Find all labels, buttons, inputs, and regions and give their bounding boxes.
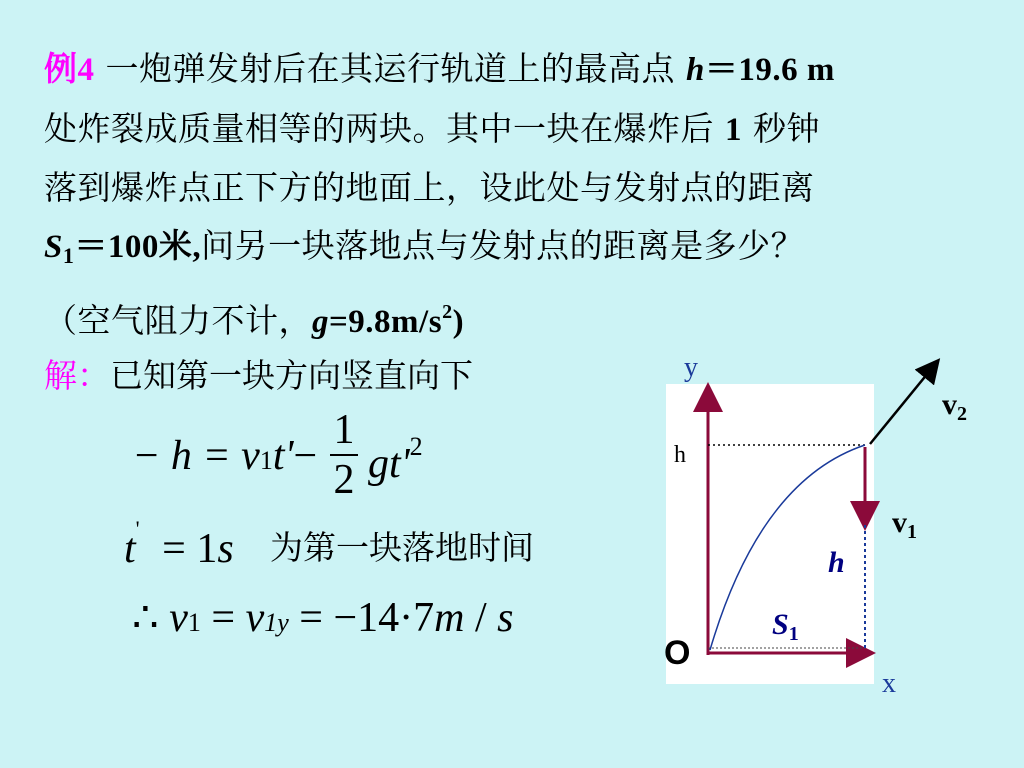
equation-2: t' = 1s (124, 516, 234, 572)
equation-1-tail: $gt'^2$ (368, 432, 423, 487)
problem-line-1: 例4 一炮弹发射后在其运行轨道上的最高点 h＝19.6 m (44, 49, 835, 88)
v2-label: $v_2$ (942, 388, 967, 425)
equation-1: − h = v1t'− (132, 433, 318, 479)
equation-2-note: 为第一块落地时间 (270, 528, 534, 567)
x-axis-label: x (882, 668, 896, 699)
solution-label: 解： (44, 356, 110, 395)
problem-line-3: 落到爆炸点正下方的地面上，设此处与发射点的距离 (44, 168, 815, 207)
v2-arrow (870, 362, 937, 444)
fraction: 1 2 (330, 408, 358, 502)
origin-label: O (664, 634, 691, 672)
problem-line-4: $S_1=100$米,问另一块落地点与发射点的距离是多少？ (44, 225, 805, 268)
trajectory-diagram (660, 350, 967, 705)
y-axis-label: y (684, 352, 698, 383)
problem-line-5: （空气阻力不计，$g=9.8m/s^2$) (44, 301, 465, 340)
fraction-bar (330, 454, 358, 456)
equation-3: ∴ v1 = v1y = −14·7m / s (132, 595, 514, 641)
s1-label: $S_1$ (772, 608, 799, 645)
h-tick-label: h (674, 442, 686, 468)
problem-text (44, 40, 1004, 352)
h-label: h (828, 546, 845, 579)
solution-intro: 解：已知第一块方向竖直向下 (44, 356, 473, 395)
v1-label: $v_1$ (892, 506, 917, 543)
example-label: 例4 (44, 52, 95, 88)
problem-line-2: 处炸裂成质量相等的两块。其中一块在爆炸后 1 秒钟 (44, 108, 820, 148)
